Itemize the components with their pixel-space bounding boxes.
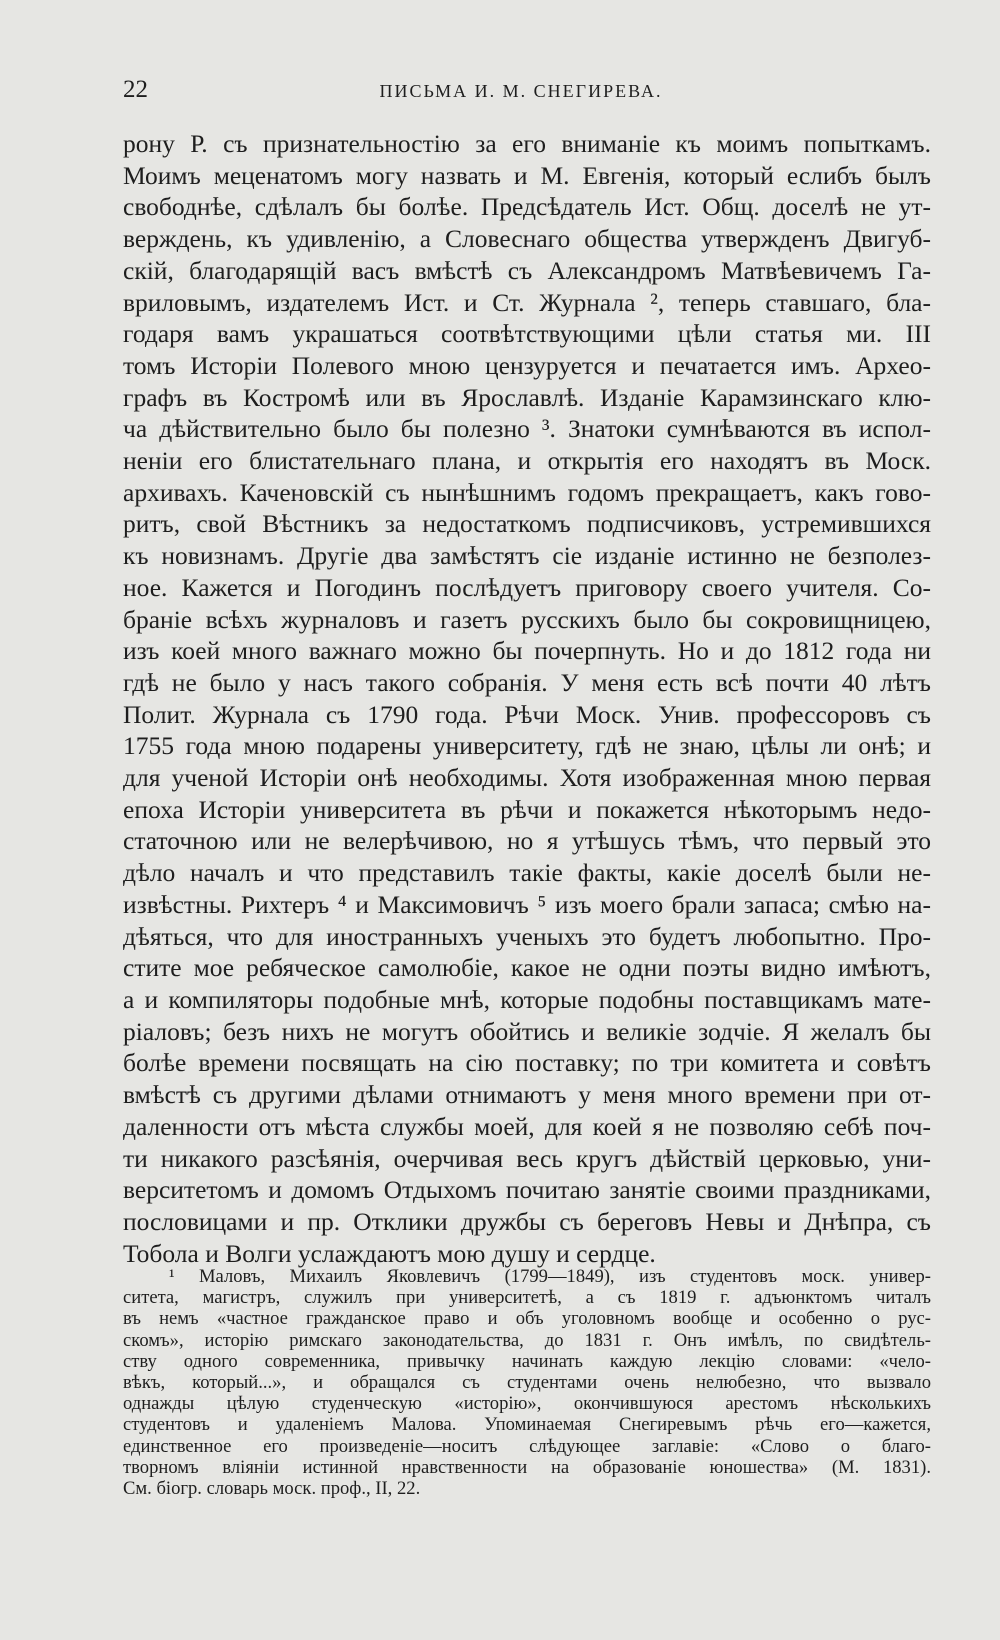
body-line: извѣстны. Рихтеръ ⁴ и Максимовичъ ⁵ изъ моего брали запаса; смѣю на-	[123, 889, 931, 919]
body-line: для ученой Исторіи онѣ необходимы. Хотя изображенная мною первая	[123, 763, 931, 793]
running-title: ПИСЬМА И. М. СНЕГИРЕВА.	[379, 81, 663, 101]
body-line: даленности отъ мѣста службы моей, для коей я не позволяю себѣ поч-	[123, 1111, 931, 1141]
body-line: стите мое ребяческое самолюбіе, какое не одни поэты видно имѣютъ,	[123, 953, 931, 983]
body-line: верждень, къ удивленію, а Словеснаго общества утвержденъ Двигуб-	[123, 224, 931, 254]
body-line: 1755 года мною подарены университету, гдѣ не знаю, цѣлы ли онѣ; и	[123, 731, 931, 761]
body-line: епоха Исторіи университета въ рѣчи и покажется нѣкоторымъ недо-	[123, 794, 931, 824]
footnote-line: скомъ», исторію римскаго законодательства, до 1831 г. Онъ имѣлъ, по свидѣтель-	[123, 1329, 931, 1351]
body-line: годаря вамъ украшаться соотвѣтствующими цѣли статья ми. III	[123, 319, 931, 349]
page-header	[123, 76, 919, 108]
body-line: гдѣ не было у насъ такого собранія. У меня есть всѣ почти 40 лѣтъ	[123, 667, 931, 697]
body-line: вмѣстѣ съ другими дѣлами отнимаютъ у меня много времени при от-	[123, 1080, 931, 1110]
footnote-line: вѣкъ, который...», и обращался съ студентами очень нелюбезно, что вызвало	[123, 1372, 931, 1394]
body-line: скій, благодарящій васъ вмѣстѣ съ Александромъ Матвѣевичемъ Га-	[123, 255, 931, 285]
body-line: къ новизнамъ. Другіе два замѣстятъ сіе изданіе истинно не безполез-	[123, 541, 931, 571]
footnote-line: студентовъ и удаленіемъ Малова. Упоминаемая Снегиревымъ рѣчь его—кажется,	[123, 1414, 931, 1436]
body-line: пословицами и пр. Отклики дружбы съ береговъ Невы и Днѣпра, съ	[123, 1206, 931, 1236]
footnote-line: творномъ вліяніи истинной нравственности на образованіе юношества» (М. 1831).	[123, 1456, 931, 1478]
body-line: а и компиляторы подобные мнѣ, которые подобны поставщикамъ мате-	[123, 984, 931, 1014]
body-line: ти никакого разсѣянія, очерчивая весь кругъ дѣйствій церковью, уни-	[123, 1143, 931, 1173]
body-line: ное. Кажется и Погодинъ послѣдуетъ приговору своего учителя. Со-	[123, 572, 931, 602]
body-line: изъ коей много важнаго можно бы почерпнуть. Но и до 1812 года ни	[123, 636, 931, 666]
body-line: болѣе времени посвящать на сію поставку; по три комитета и совѣтъ	[123, 1048, 931, 1078]
body-line: томъ Исторіи Полевого мною цензуруется и печатается имъ. Архео-	[123, 350, 931, 380]
footnotes	[123, 1266, 931, 1499]
footnote-line: См. біогр. словарь моск. проф., II, 22.	[123, 1478, 421, 1500]
body-line: архивахъ. Каченовскій съ нынѣшнимъ годомъ прекращаетъ, какъ гово-	[123, 477, 931, 507]
body-line: ріаловъ; безъ нихъ не могутъ обойтись и великіе зодчіе. Я желалъ бы	[123, 1016, 931, 1046]
body-line: вриловымъ, издателемъ Ист. и Ст. Журнала ², теперь ставшаго, бла-	[123, 287, 931, 317]
footnote-line: ¹ Маловъ, Михаилъ Яковлевичъ (1799—1849), изъ студентовъ моск. универ-	[169, 1266, 931, 1287]
body-line: дѣло началъ и что представилъ такіе факты, какіе доселѣ были не-	[123, 858, 931, 888]
body-line: дѣяться, что для иностранныхъ ученыхъ это будетъ любопытно. Про-	[123, 921, 931, 951]
body-line: графъ въ Костромѣ или въ Ярославлѣ. Изданіе Карамзинскаго клю-	[123, 382, 931, 412]
body-line: Моимъ меценатомъ могу назвать и М. Евгенія, который еслибъ былъ	[123, 160, 931, 190]
page-number: 22	[123, 76, 148, 103]
body-text	[123, 128, 931, 1269]
footnote-line: однажды цѣлую студенческую «исторію», окончившуюся арестомъ нѣсколькихъ	[123, 1393, 931, 1415]
body-line: неніи его блистательнаго плана, и открытія его находятъ въ Моск.	[123, 446, 931, 476]
footnote-line: ситета, магистръ, служилъ при университетѣ, а съ 1819 г. адъюнктомъ читалъ	[123, 1287, 931, 1309]
body-line: статочною или не велерѣчивою, но я утѣшусь тѣмъ, что первый это	[123, 826, 931, 856]
body-line: ритъ, свой Вѣстникъ за недостаткомъ подписчиковъ, устремившихся	[123, 509, 931, 539]
body-line: Полит. Журнала съ 1790 года. Рѣчи Моск. Унив. профессоровъ съ	[123, 699, 931, 729]
footnote-line: единственное его произведеніе—носитъ слѣдующее заглавіе: «Слово о благо-	[123, 1435, 931, 1457]
body-line: браніе всѣхъ журналовъ и газетъ русскихъ было бы сокровищницею,	[123, 604, 931, 634]
body-line: верситетомъ и домомъ Отдыхомъ почитаю занятіе своими праздниками,	[123, 1175, 931, 1205]
body-line: свободнѣе, сдѣлалъ бы болѣе. Предсѣдатель Ист. Общ. доселѣ не ут-	[123, 192, 931, 222]
footnote-line: въ немъ «частное гражданское право и объ уголовномъ вообще и особенно о рус-	[123, 1308, 931, 1330]
footnote-line: ству одного современника, привычку начинать каждую лекцію словами: «чело-	[123, 1350, 931, 1372]
body-line: рону Р. съ признательностію за его вниманіе къ моимъ попыткамъ.	[123, 129, 931, 158]
body-line: Тобола и Волги услаждаютъ мою душу и сердце.	[123, 1238, 656, 1268]
body-line: ча дѣйствительно было бы полезно ³. Знатоки сумнѣваются въ испол-	[123, 414, 931, 444]
